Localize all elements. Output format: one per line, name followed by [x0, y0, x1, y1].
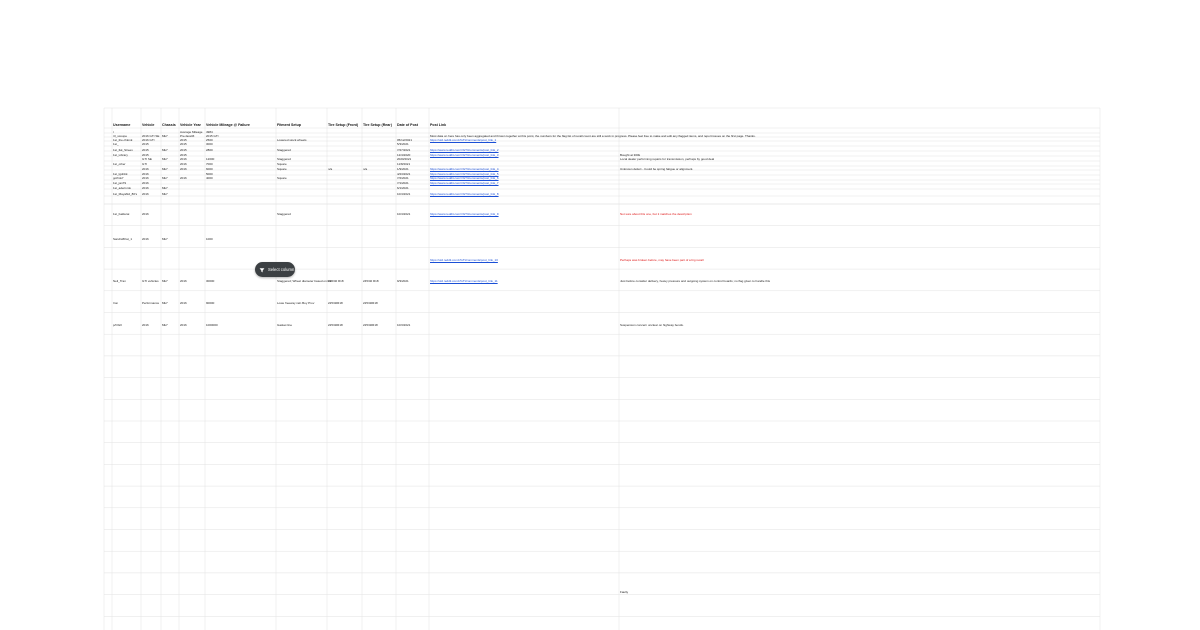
- table-cell[interactable]: 2016: [142, 212, 149, 216]
- table-cell[interactable]: 2016: [180, 157, 187, 161]
- table-cell[interactable]: Bought at 300k: [620, 152, 641, 157]
- table-cell[interactable]: https://www.reddit.com/r/GTI/comments/post_link_4: [430, 167, 499, 171]
- table-cell[interactable]: 2016: [180, 167, 187, 171]
- table-cell[interactable]: Staggered: [277, 147, 291, 152]
- table-cell[interactable]: Square: [277, 176, 287, 180]
- table-cell[interactable]: Mk7: [162, 176, 168, 180]
- table-cell[interactable]: 3000: [206, 142, 213, 146]
- filter-chip-label: Select column: [268, 267, 295, 272]
- table-cell[interactable]: 2015: [180, 152, 187, 157]
- table-cell[interactable]: https://www.reddit.com/r/GTI/comments/post_link_9: [430, 212, 499, 216]
- table-cell[interactable]: https://old.reddit.com/r/GTI/comments/post_link_11: [430, 279, 498, 283]
- table-cell[interactable]: 2016: [142, 323, 149, 327]
- table-cell[interactable]: 2015: [142, 147, 149, 152]
- table-cell[interactable]: 1st_other: [113, 162, 126, 166]
- table-cell[interactable]: 2016: [180, 301, 187, 305]
- table-cell[interactable]: 2016: [180, 176, 187, 180]
- table-cell[interactable]: Staggered: [277, 157, 291, 161]
- table-cell[interactable]: Square: [277, 162, 287, 166]
- table-cell[interactable]: 30000: [206, 279, 215, 283]
- table-cell[interactable]: Suspension concern unclear on highway bends.: [620, 323, 684, 327]
- table-cell[interactable]: golfmk7: [113, 176, 124, 180]
- table-cell[interactable]: 2500: [206, 138, 213, 142]
- table-cell[interactable]: Lowered stock wheels: [277, 138, 307, 142]
- table-cell[interactable]: 2016: [180, 323, 187, 327]
- table-cell[interactable]: Neil_Tran: [113, 279, 126, 283]
- table-cell[interactable]: 1st_lgdnbk: [113, 171, 128, 176]
- table-cell[interactable]: Mk7: [162, 192, 168, 196]
- table-cell[interactable]: 1st_jan79: [113, 181, 127, 185]
- table-cell[interactable]: 7000: [206, 162, 213, 166]
- table-cell[interactable]: Mk7: [162, 323, 168, 327]
- table-cell[interactable]: Staggered; Wheel diameter based on the: [277, 279, 332, 283]
- table-cell[interactable]: https://www.reddit.com/r/GTI/comments/post_link_8: [430, 192, 499, 196]
- table-cell[interactable]: 2016: [180, 279, 187, 283]
- table-cell[interactable]: Mk7: [162, 279, 168, 283]
- table-cell[interactable]: 1000000: [206, 323, 218, 327]
- table-cell[interactable]: 6000: [206, 167, 213, 171]
- table-cell[interactable]: r: [113, 129, 114, 134]
- lower-note: Faulty: [620, 590, 629, 594]
- table-cell[interactable]: Mk7: [162, 167, 168, 171]
- table-cell[interactable]: 7/2/2021: [397, 176, 409, 180]
- table-cell[interactable]: 225/40R18: [328, 323, 343, 327]
- table-cell[interactable]: 2016: [142, 181, 149, 185]
- table-cell[interactable]: 2015 GTI: [206, 134, 219, 138]
- table-cell[interactable]: Lowe freeway rain Boy Prov: [277, 301, 315, 305]
- table-cell[interactable]: 2015: [180, 142, 187, 146]
- table-cell[interactable]: 2016: [180, 162, 187, 166]
- table-cell[interactable]: 1st_Library: [113, 152, 128, 157]
- table-cell[interactable]: n/a: [363, 167, 368, 171]
- column-header[interactable]: Vehicle Year: [180, 123, 201, 127]
- table-cell[interactable]: 05/12/2021: [397, 138, 413, 142]
- table-cell[interactable]: 2016: [142, 167, 149, 171]
- table-cell[interactable]: Mk7: [162, 185, 168, 190]
- column-header[interactable]: Tire Setup (Front): [328, 123, 359, 127]
- table-cell[interactable]: https://www.reddit.com/r/GTI/comments/post_link_5: [430, 171, 499, 176]
- table-cell[interactable]: 1st_Ikk_Streex: [113, 147, 133, 152]
- table-cell[interactable]: 1st_the.chkmk: [113, 138, 133, 142]
- table-cell[interactable]: 7/1/2021: [397, 181, 409, 185]
- table-cell[interactable]: 225/40R18: [328, 301, 343, 305]
- table-cell[interactable]: 2015: [142, 142, 149, 146]
- table-cell[interactable]: 4000: [206, 176, 213, 180]
- table-cell[interactable]: 2016: [142, 192, 149, 196]
- table-cell[interactable]: Average Mileage: [180, 129, 203, 134]
- table-cell[interactable]: 90000: [206, 301, 215, 305]
- table-cell[interactable]: Mk7: [162, 147, 168, 152]
- table-cell[interactable]: 5/3/2021: [397, 142, 409, 146]
- table-cell[interactable]: 10/4/2021: [397, 192, 411, 196]
- table-cell[interactable]: 2015: [180, 147, 187, 152]
- table-cell[interactable]: 225/40R18: [363, 301, 378, 305]
- table-cell[interactable]: Just before consider delivery, heavy pressure and outgoing system on control boards; no flag given to handle this: [620, 279, 771, 283]
- table-cell[interactable]: 5000: [206, 171, 213, 176]
- table-cell[interactable]: https://www.reddit.com/r/GTI/comments/post_link_7: [430, 181, 499, 185]
- table-cell[interactable]: 2016 GTI SE: [142, 134, 160, 138]
- table-cell[interactable]: 9/3/2021: [397, 279, 409, 283]
- table-cell[interactable]: Staggered: [277, 212, 291, 216]
- filter-select-column-chip[interactable]: [255, 262, 295, 277]
- table-cell[interactable]: https://www.reddit.com/r/GTI/comments/post_link_3: [430, 152, 499, 157]
- table-cell[interactable]: Local dealer performing repairs for transmission, perhaps by good deal: [620, 157, 715, 161]
- table-cell[interactable]: p/OGII: [113, 323, 122, 327]
- table-cell[interactable]: Mk7: [162, 157, 168, 161]
- table-cell[interactable]: 4984: [206, 129, 213, 134]
- table-cell[interactable]: 2016 GTI: [142, 138, 155, 142]
- table-cell[interactable]: r3_scoupe: [113, 134, 128, 138]
- filter-icon: [259, 267, 265, 273]
- table-cell[interactable]: 1st_Maya6id_80's: [113, 192, 138, 196]
- table-cell[interactable]: 245/40 R18: [363, 279, 379, 283]
- table-cell[interactable]: Mk7: [162, 237, 168, 241]
- table-cell[interactable]: 1st_aderivmk: [113, 185, 131, 190]
- table-cell[interactable]: 225/40R18: [363, 323, 378, 327]
- table-cell[interactable]: 2800: [206, 147, 213, 152]
- table-cell[interactable]: Gasket line: [277, 323, 293, 327]
- column-header[interactable]: Vehicle Mileage @ Failure: [206, 123, 250, 127]
- column-header[interactable]: Post Link: [430, 123, 447, 127]
- column-header[interactable]: Vehicle: [142, 123, 155, 127]
- table-cell[interactable]: 2016: [142, 237, 149, 241]
- table-cell[interactable]: 245/40 R18: [328, 279, 344, 283]
- table-cell[interactable]: 2016: [142, 176, 149, 180]
- table-cell[interactable]: 2015: [142, 152, 149, 157]
- table-cell[interactable]: https://old.reddit.com/r/GTI/comments/post_link_10: [430, 258, 498, 262]
- table-cell[interactable]: Most data on here has only been aggregated and thrown together at this point, the numbers for the flag list of recall count are still a work in progress. Please feel free to make and edit any flagged items, and report issues on the first page. Thanks.: [430, 134, 756, 138]
- spreadsheet-area[interactable]: [104, 108, 1100, 630]
- table-cell[interactable]: 11/8/2021: [397, 162, 411, 166]
- column-header[interactable]: Tire Setup (Rear): [363, 123, 392, 127]
- table-cell[interactable]: GTI vehicles: [142, 279, 159, 283]
- table-cell[interactable]: https://old.reddit.com/r/GTI/comments/post_link_1: [430, 138, 497, 142]
- table-cell[interactable]: 4/23/2021: [397, 171, 411, 176]
- table-cell[interactable]: Square: [277, 167, 287, 171]
- column-header[interactable]: Fitment Setup: [277, 123, 301, 127]
- table-cell[interactable]: 12000: [206, 157, 215, 161]
- table-cell[interactable]: 6/1/2021: [397, 185, 409, 190]
- table-cell[interactable]: 1000: [206, 237, 213, 241]
- sheet-gridlines: [104, 108, 1100, 630]
- column-header[interactable]: Username: [113, 123, 131, 127]
- table-cell[interactable]: 2015: [180, 138, 187, 142]
- table-cell[interactable]: n/a: [328, 167, 333, 171]
- table-cell[interactable]: Pre-facelift: [180, 134, 195, 138]
- table-cell[interactable]: 10/4/2021: [397, 212, 411, 216]
- table-cell[interactable]: Mk7: [162, 301, 168, 305]
- table-cell[interactable]: Not sure about this one, but it matches the description: [620, 212, 692, 216]
- table-cell[interactable]: 2016: [142, 171, 149, 176]
- table-cell[interactable]: 1st_balderai: [113, 212, 130, 216]
- table-cell[interactable]: 2020/2021: [397, 157, 412, 161]
- table-cell[interactable]: Iron: [113, 301, 119, 305]
- table-cell[interactable]: https://www.reddit.com/r/GTI/comments/post_link_6: [430, 176, 499, 180]
- table-cell[interactable]: 1st_: [113, 142, 119, 146]
- table-cell[interactable]: GTI SE: [142, 157, 152, 161]
- table-cell[interactable]: Perhaps was broken before, may have been part of a big recall: [620, 258, 704, 262]
- column-header[interactable]: Date of Post: [397, 123, 418, 127]
- table-cell[interactable]: Performance: [142, 301, 160, 305]
- table-cell[interactable]: Mk7: [162, 134, 168, 138]
- table-cell[interactable]: 12/4/2020: [397, 152, 411, 157]
- table-cell[interactable]: 7/27/2021: [397, 147, 411, 152]
- table-cell[interactable]: Unknown defect - Could be spring fatigue or alignment.: [620, 167, 694, 171]
- table-cell[interactable]: https://www.reddit.com/r/GTI/comments/post_link_2: [430, 147, 499, 152]
- table-cell[interactable]: 2016: [142, 185, 149, 190]
- table-cell[interactable]: 1/9/2021: [397, 167, 409, 171]
- table-cell[interactable]: GTI: [142, 162, 147, 166]
- table-cell[interactable]: Sandra5frat_1: [113, 237, 133, 241]
- column-header[interactable]: Chassis: [162, 123, 176, 127]
- table-cell[interactable]: 10/3/2021: [397, 323, 411, 327]
